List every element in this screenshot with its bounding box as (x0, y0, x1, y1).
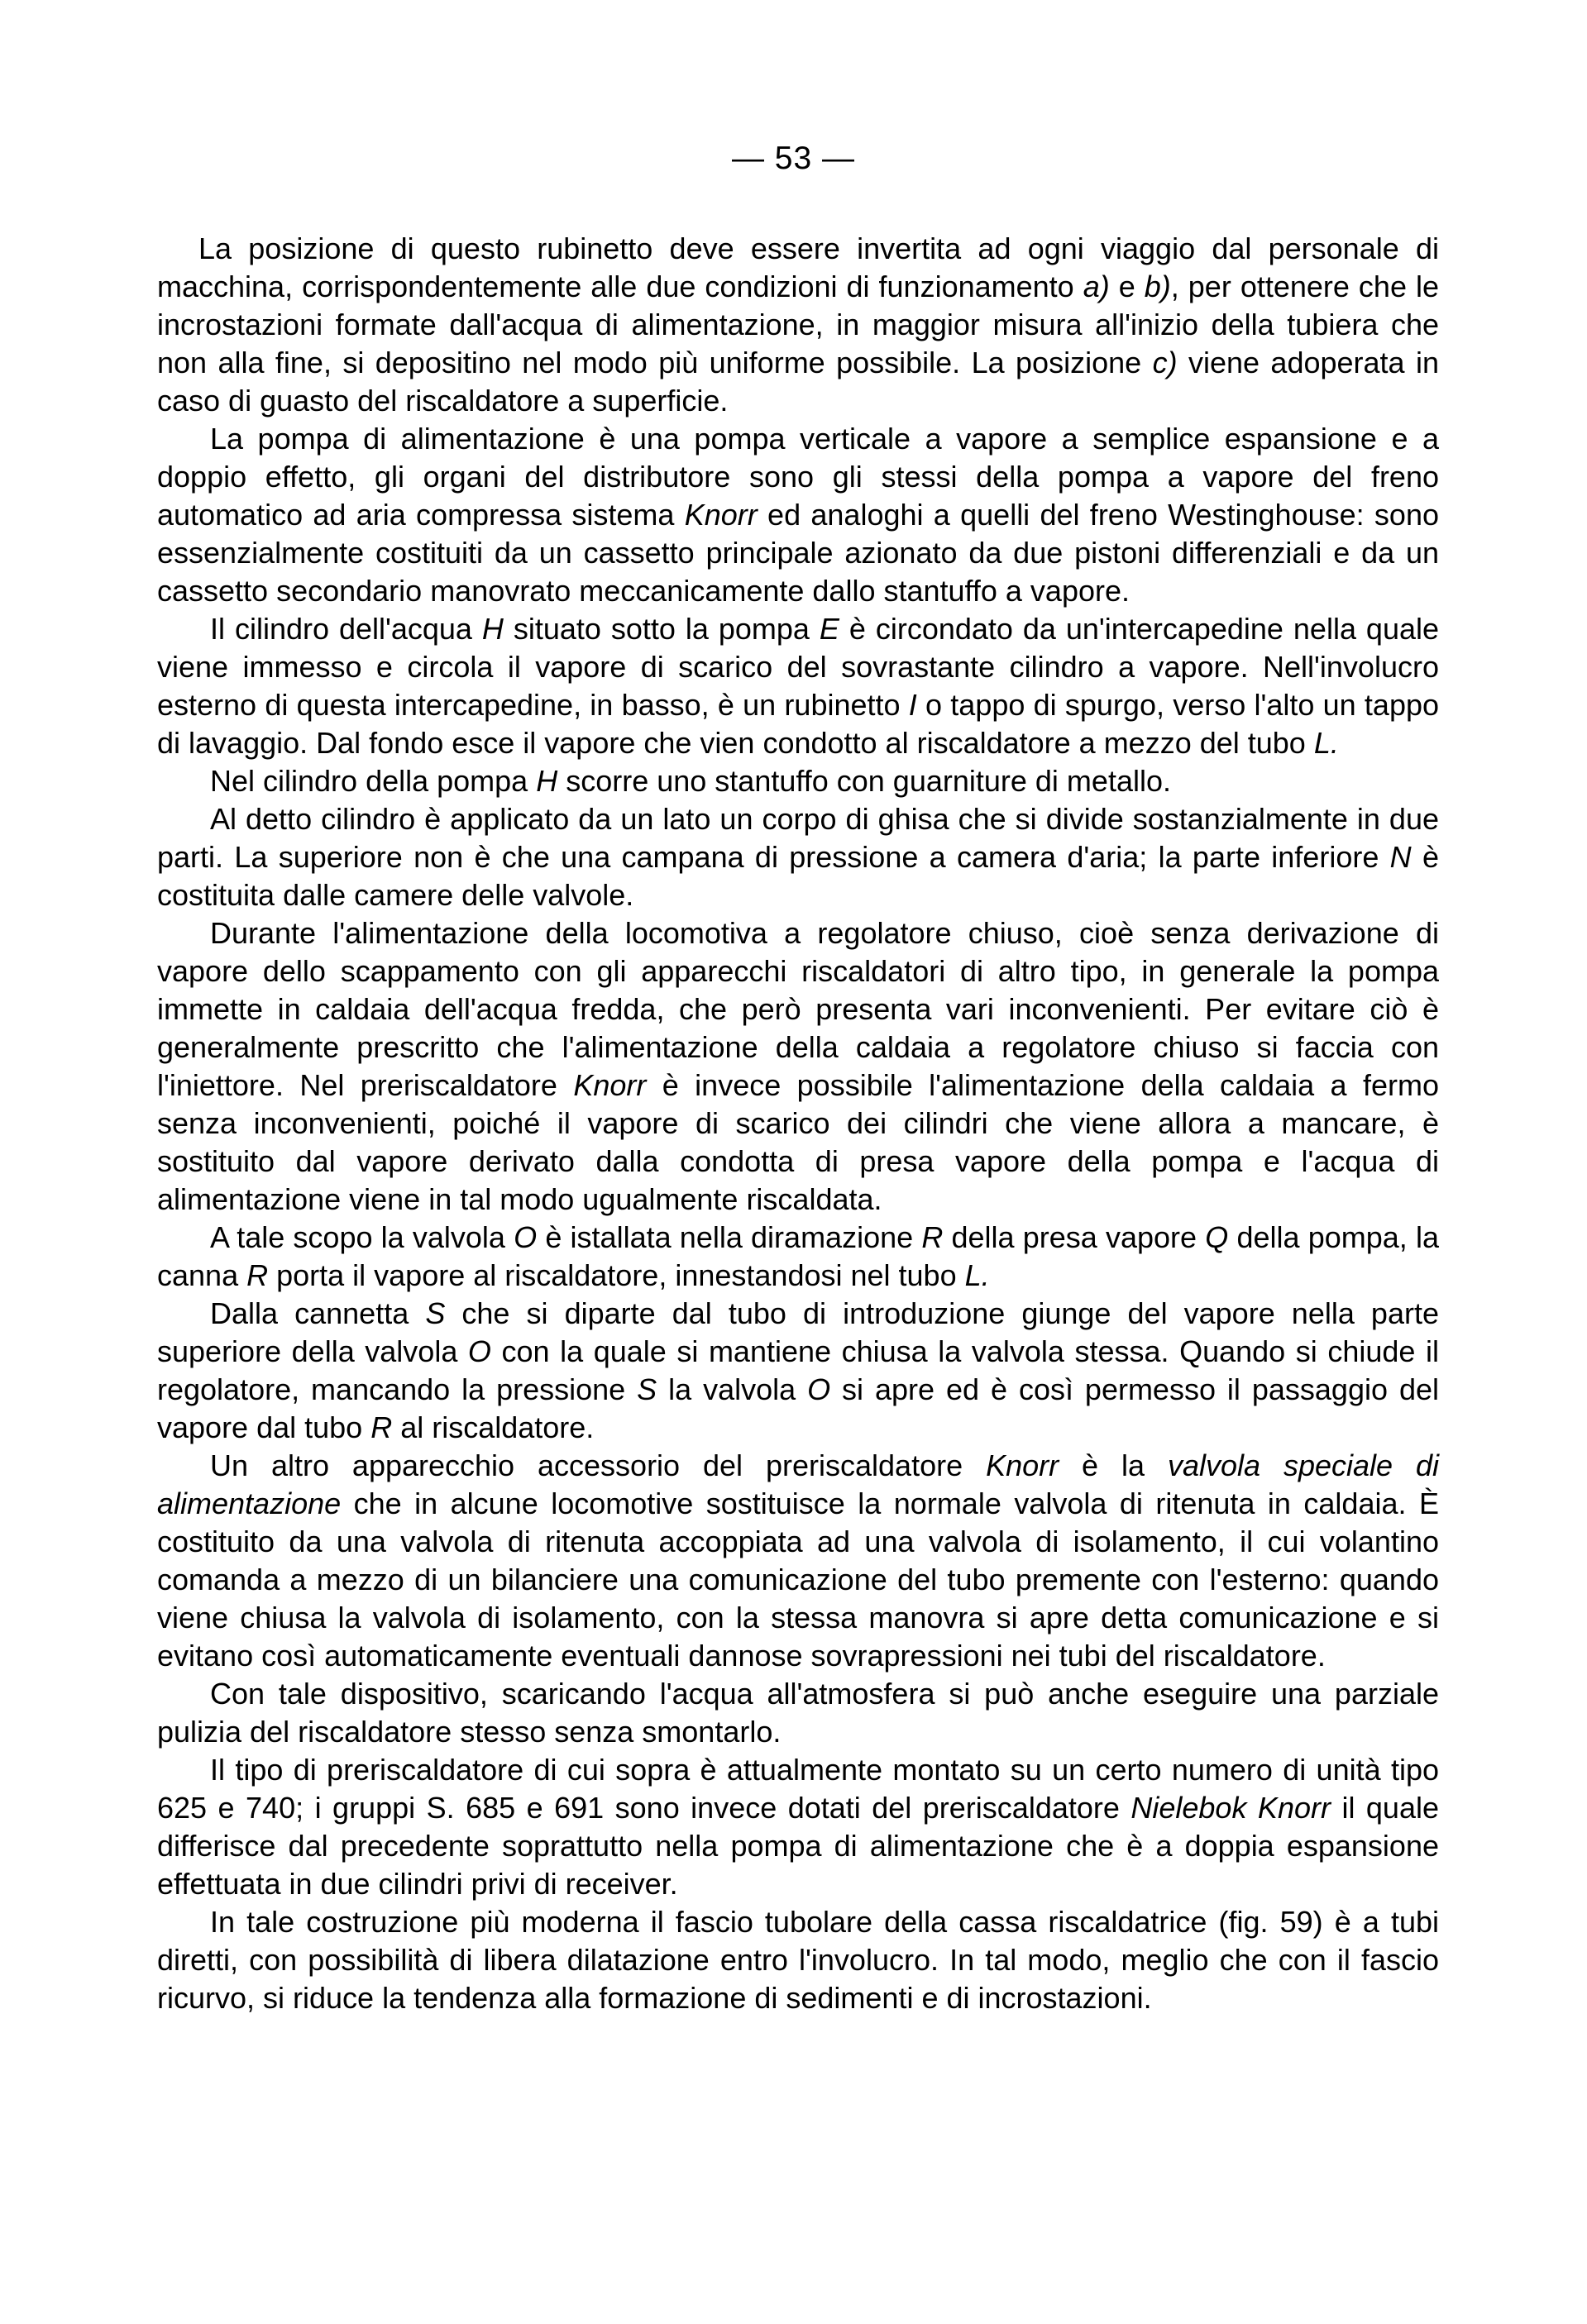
italic-run: L. (964, 1258, 990, 1292)
paragraph (157, 1447, 1439, 1675)
text-run: Nel cilindro della pompa (210, 764, 537, 798)
text-run: è la (1059, 1448, 1168, 1482)
text-run: ed analoghi a quelli del freno Westinghouse: sono essenzialmente costituiti da un cassetto principale azionato da due pistoni differenziali e da un cassetto secondario manovrato meccanicamente dallo stantuffo a vapore. (157, 498, 1439, 608)
italic-run: H (536, 764, 558, 798)
italic-run: Knorr (684, 498, 758, 532)
page-number: — 53 — (731, 141, 856, 176)
paragraph (157, 800, 1439, 914)
paragraph (157, 230, 1439, 420)
text-run: viene adoperata in caso di guasto del riscaldatore a superficie. (157, 346, 1439, 418)
italic-run: E (819, 612, 839, 646)
paragraph (157, 914, 1439, 1219)
italic-run: O (514, 1220, 538, 1254)
italic-run: R (246, 1258, 269, 1292)
italic-run: Knorr (573, 1068, 647, 1102)
paragraph (157, 762, 1439, 800)
paragraph (157, 610, 1439, 762)
text-run: con la quale si mantiene chiusa la valvola stessa. Quando si chiude il regolatore, mancando la pressione (157, 1334, 1439, 1406)
text-run: A tale scopo la valvola (210, 1220, 514, 1254)
italic-run: O (807, 1372, 831, 1406)
text-run: La pompa di alimentazione è una pompa verticale a vapore a semplice espansione e a doppio effetto, gli organi del distributore sono gli stessi della pompa a vapore del freno automatico ad aria compressa sistema (157, 422, 1439, 532)
text-run: In tale costruzione più moderna il fascio tubolare della cassa riscaldatrice (fig. 59) è a tubi diretti, con possibilità di libera dilatazione entro l'involucro. In tal modo, meglio che con il fascio ricurvo, si riduce la tendenza alla formazione di sedimenti e di incrostazioni. (157, 1905, 1439, 2015)
italic-run: R (921, 1220, 944, 1254)
text-run: che in alcune locomotive sostituisce la normale valvola di ritenuta in caldaia. È costituito da una valvola di ritenuta accoppiata ad una valvola di isolamento, il cui volantino comanda a mezzo di un bilanciere una comunicazione del tubo premente con l'esterno: quando viene chiusa la valvola di isolamento, con la stessa manovra si apre detta comunicazione e si evitano così automaticamente eventuali dannose sovrapressioni nei tubi del riscaldatore. (157, 1487, 1439, 1673)
text-run: della pompa, la canna (157, 1220, 1439, 1292)
italic-run: Knorr (986, 1448, 1059, 1482)
text-run: è circondato da un'intercapedine nella quale viene immesso e circola il vapore di scarico del sovrastante cilindro a vapore. Nell'involucro esterno di questa intercapedine, in basso, è un rubinetto (157, 612, 1440, 722)
italic-run: I (908, 688, 917, 722)
text-run: Durante l'alimentazione della locomotiva a regolatore chiuso, cioè senza derivazione di vapore dello scappamento con gli apparecchi riscaldatori di altro tipo, in generale la pompa immette in caldaia dell'acqua fredda, che però presenta vari inconvenienti. Per evitare ciò è generalmente prescritto che l'alimentazione della caldaia a regolatore chiuso si faccia con l'iniettore. Nel preriscaldatore (157, 916, 1439, 1102)
paragraph (157, 1295, 1439, 1447)
text-run: , per ottenere che le incrostazioni formate dall'acqua di alimentazione, in maggior misura all'inizio della tubiera che non alla fine, si depositino nel modo più uniforme possibile. La posizione (157, 270, 1439, 379)
italic-run: b) (1144, 270, 1171, 303)
paragraph (157, 1675, 1439, 1751)
body-text (157, 230, 1439, 2017)
paragraph (157, 1219, 1439, 1295)
text-run: Con tale dispositivo, scaricando l'acqua all'atmosfera si può anche eseguire una parziale pulizia del riscaldatore stesso senza smontarlo. (157, 1677, 1439, 1749)
text-run: si apre ed è così permesso il passaggio del vapore dal tubo (157, 1372, 1439, 1444)
text-run: Dalla cannetta (210, 1296, 426, 1330)
italic-run: Nielebok Knorr (1130, 1791, 1331, 1825)
italic-run: S (637, 1372, 657, 1406)
italic-run: L. (1313, 726, 1339, 760)
text-run: Un altro apparecchio accessorio del preriscaldatore (210, 1448, 987, 1482)
text-run: la valvola (657, 1372, 808, 1406)
paragraph (157, 1751, 1439, 1903)
italic-run: N (1389, 840, 1412, 874)
text-run: situato sotto la pompa (503, 612, 820, 646)
paragraph (157, 420, 1439, 610)
italic-run: c) (1152, 346, 1178, 379)
text-run: è costituita dalle camere delle valvole. (157, 840, 1439, 912)
italic-run: O (467, 1334, 491, 1368)
text-run: La posizione di questo rubinetto deve essere invertita ad ogni viaggio dal personale di macchina, corrispondentemente alle due condizioni di funzionamento (157, 231, 1439, 303)
text-run: il quale differisce dal precedente soprattutto nella pompa di alimentazione che è a doppia espansione effettuata in due cilindri privi di receiver. (157, 1791, 1439, 1901)
text-run: scorre uno stantuffo con guarniture di metallo. (557, 764, 1171, 798)
text-run: è istallata nella diramazione (537, 1220, 922, 1254)
italic-run: S (425, 1296, 446, 1330)
italic-run: Q (1205, 1220, 1229, 1254)
text-run: e (1109, 270, 1145, 303)
text-run: porta il vapore al riscaldatore, innestandosi nel tubo (268, 1258, 965, 1292)
paragraph (157, 1903, 1439, 2017)
text-run: Al detto cilindro è applicato da un lato un corpo di ghisa che si divide sostanzialmente in due parti. La superiore non è che una campana di pressione a camera d'aria; la parte inferiore (157, 802, 1439, 874)
italic-run: H (481, 612, 504, 646)
text-run: della presa vapore (943, 1220, 1206, 1254)
text-run: o tappo di spurgo, verso l'alto un tappo di lavaggio. Dal fondo esce il vapore che vien condotto al riscaldatore a mezzo del tubo (157, 688, 1440, 760)
text-run: è invece possibile l'alimentazione della caldaia a fermo senza inconvenienti, poiché il vapore di scarico dei cilindri che viene allora a mancare, è sostituito dal vapore derivato dalla condotta di presa vapore della pompa e l'acqua di alimentazione viene in tal modo ugualmente riscaldata. (157, 1068, 1439, 1216)
text-run: al riscaldatore. (392, 1410, 595, 1444)
text-run: che si diparte dal tubo di introduzione giunge del vapore nella parte superiore della valvola (157, 1296, 1439, 1368)
text-run: Il cilindro dell'acqua (210, 612, 482, 646)
italic-run: R (370, 1410, 393, 1444)
italic-run: valvola speciale di alimentazione (157, 1448, 1439, 1520)
text-run: Il tipo di preriscaldatore di cui sopra è attualmente montato su un certo numero di unità tipo 625 e 740; i gruppi S. 685 e 691 sono invece dotati del preriscaldatore (157, 1753, 1439, 1825)
italic-run: a) (1083, 270, 1110, 303)
